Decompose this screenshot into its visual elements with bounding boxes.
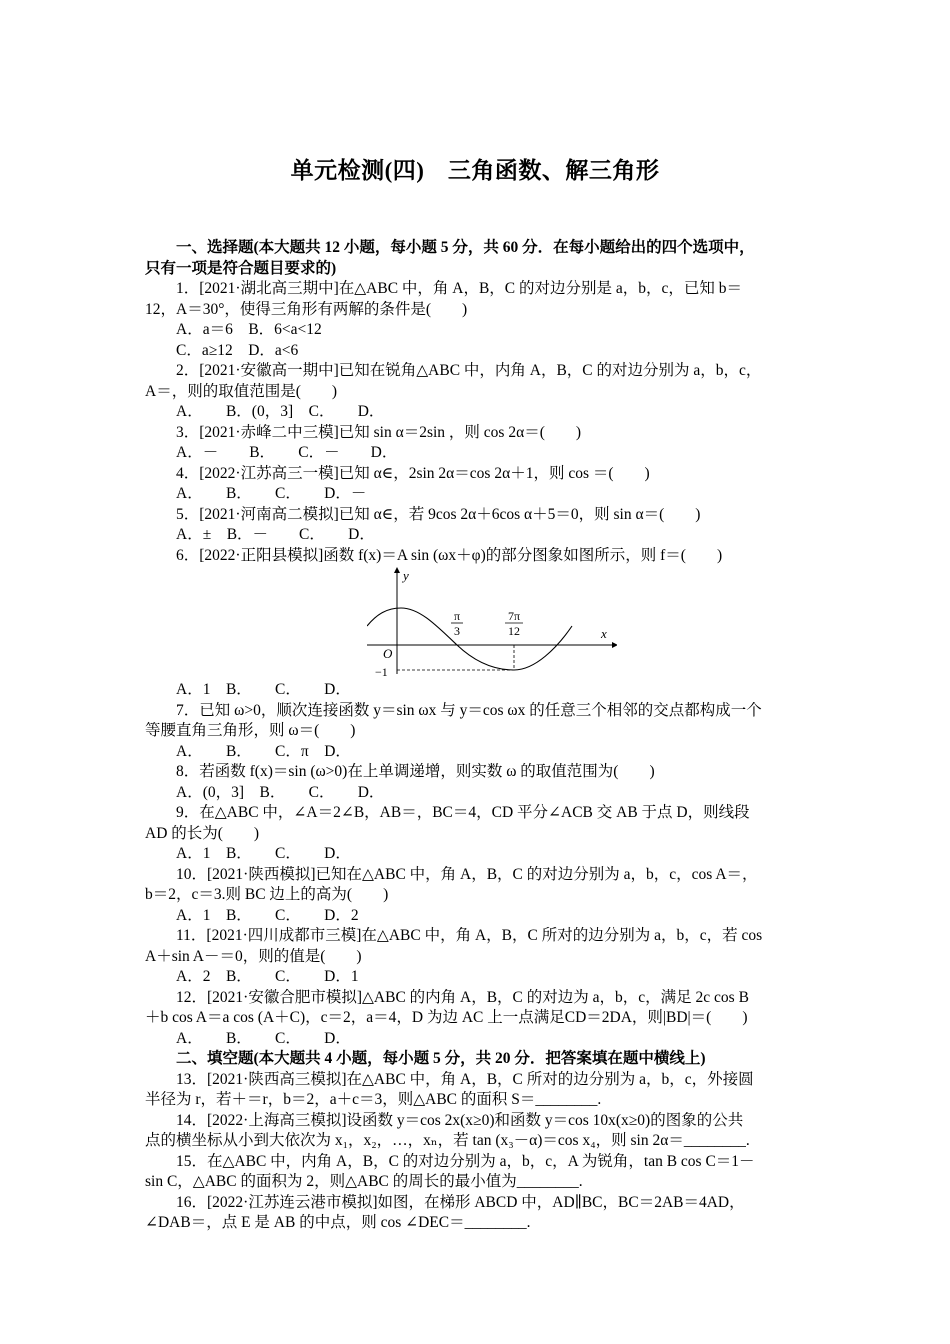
- sine-graph: [367, 566, 617, 678]
- section-heading: 二、填空题(本大题共 4 小题，每小题 5 分，共 20 分．把答案填在题中横线上): [176, 1050, 706, 1067]
- options-line: A．a＝6 B．6<a<12: [176, 321, 322, 338]
- sine-graph-figure: [145, 566, 807, 680]
- question-line: sin C，△ABC 的面积为 2，则△ABC 的周长的最小值为________.: [145, 1173, 583, 1190]
- exam-content: [145, 238, 807, 1234]
- question-line: 16．[2022·江苏连云港市模拟]如图，在梯形 ABCD 中，AD∥BC，BC＝2AB＝4AD，: [176, 1193, 745, 1211]
- tick-7pi-12-num: 7π: [507, 609, 521, 623]
- question-line: 12，A＝30°，使得三角形有两解的条件是( ): [145, 300, 468, 318]
- options-line: A． B． C． D．－: [176, 485, 367, 502]
- tick-pi-3-den: 3: [454, 624, 460, 638]
- options-line: A． B． C． D．: [176, 1029, 351, 1047]
- origin-label: O: [383, 646, 393, 661]
- question-line: 3．[2021·赤峰二中三模]已知 sin α＝2sin ，则 cos 2α＝( ): [176, 423, 582, 441]
- section-heading: 一、选择题(本大题共 12 小题，每小题 5 分，共 60 分．在每小题给出的四个选项中，: [176, 239, 755, 256]
- neg-one-label: −1: [375, 665, 388, 678]
- question-line: 11．[2021·四川成都市三模]在△ABC 中，角 A，B，C 所对的边分别为 a，b，c，若 cos: [176, 927, 763, 944]
- question-line: 14．[2022·上海高三模拟]设函数 y＝cos 2x(x≥0)和函数 y＝cos 10x(x≥0)的图象的公共: [176, 1111, 744, 1129]
- question-line: ∠DAB＝，点 E 是 AB 的中点，则 cos ∠DEC＝________.: [145, 1214, 531, 1231]
- question-line: 10．[2021·陕西模拟]已知在△ABC 中，角 A，B，C 的对边分别为 a，b，c，cos A＝，: [176, 865, 758, 883]
- options-line: A．1 B． C． D．: [176, 681, 351, 698]
- x-label: x: [601, 626, 607, 641]
- x-axis-arrow: [612, 642, 617, 648]
- question-line: 半径为 r，若＋＝r，b＝2，a＋c＝3，则△ABC 的面积 S＝________.: [145, 1091, 602, 1108]
- question-line: b＝2，c＝3.则 BC 边上的高为( ): [145, 886, 389, 903]
- question-line: 5．[2021·河南高二模拟]已知 α∈，若 9cos 2α＋6cos α＋5＝0，则 sin α＝( ): [176, 505, 701, 523]
- options-line: A．2 B． C． D．1: [176, 968, 359, 985]
- options-line: A．± B．－ C． D．: [176, 526, 375, 543]
- tick-pi-3-num: π: [453, 609, 461, 623]
- options-line: C．a≥12 D．a<6: [176, 341, 299, 359]
- tick-7pi-12-den: 12: [508, 624, 520, 638]
- question-line: A＝，则的取值范围是( ): [145, 382, 338, 400]
- page-title: 单元检测(四) 三角函数、解三角形: [290, 158, 660, 183]
- sine-curve: [367, 608, 572, 670]
- question-line: 点的横坐标从小到大依次为 x₁，x₂，…，xₙ，若 tan (x₃－α)＝cos x₄，则 sin 2α＝________.: [145, 1132, 750, 1149]
- question-line: AD 的长为( ): [145, 824, 260, 842]
- question-line: ＋b cos A＝a cos (A＋C)，c＝2，a＝4，D 为边 AC 上一点满足CD＝2DA，则|BD|＝( ): [145, 1009, 748, 1026]
- question-line: 等腰直角三角形，则 ω＝( ): [145, 722, 356, 739]
- question-line: A＋sin A－＝0，则的值是( ): [145, 947, 362, 965]
- question-line: 7．已知 ω>0，顺次连接函数 y＝sin ωx 与 y＝cos ωx 的任意三个相邻的交点都构成一个: [176, 701, 762, 719]
- question-line: 8．若函数 f(x)＝sin (ω>0)在上单调递增，则实数 ω 的取值范围为( ): [176, 763, 655, 780]
- options-line: A．1 B． C． D．2: [176, 906, 359, 924]
- options-line: A． B．(0，3] C． D．: [176, 403, 385, 420]
- question-line: 9．在△ABC 中，∠A＝2∠B，AB＝，BC＝4，CD 平分∠ACB 交 AB 于点 D，则线段: [176, 804, 750, 821]
- question-line: 6．[2022·正阳县模拟]函数 f(x)＝A sin (ωx＋φ)的部分图象如图所示，则 f＝( ): [176, 546, 723, 564]
- options-line: A．－ B． C．－ D．: [176, 444, 398, 461]
- question-line: 12．[2021·安徽合肥市模拟]△ABC 的内角 A，B，C 的对边为 a，b，c，满足 2c cos B: [176, 988, 749, 1006]
- question-line: 15．在△ABC 中，内角 A，B，C 的对边分别为 a，b，c，A 为锐角，tan B cos C＝1－: [176, 1152, 755, 1170]
- options-line: A．(0，3] B． C． D．: [176, 783, 385, 801]
- section-heading-cont: 只有一项是符合题目要求的): [145, 259, 337, 277]
- question-line: 2．[2021·安徽高一期中]已知在锐角△ABC 中，内角 A，B，C 的对边分别为 a，b，c，: [176, 362, 762, 379]
- options-line: A．1 B． C． D．: [176, 845, 351, 862]
- y-label: y: [403, 568, 409, 583]
- question-line: 13．[2021·陕西高三模拟]在△ABC 中，角 A，B，C 所对的边分别为 a，b，c，外接圆: [176, 1070, 754, 1088]
- question-line: 1．[2021·湖北高三期中]在△ABC 中，角 A，B，C 的对边分别是 a，b，c，已知 b＝: [176, 280, 743, 297]
- options-line: A． B． C．π D．: [176, 742, 351, 760]
- question-line: 4．[2022·江苏高三一模]已知 α∈，2sin 2α＝cos 2α＋1，则 cos ＝( ): [176, 464, 650, 482]
- y-axis-arrow: [394, 567, 400, 573]
